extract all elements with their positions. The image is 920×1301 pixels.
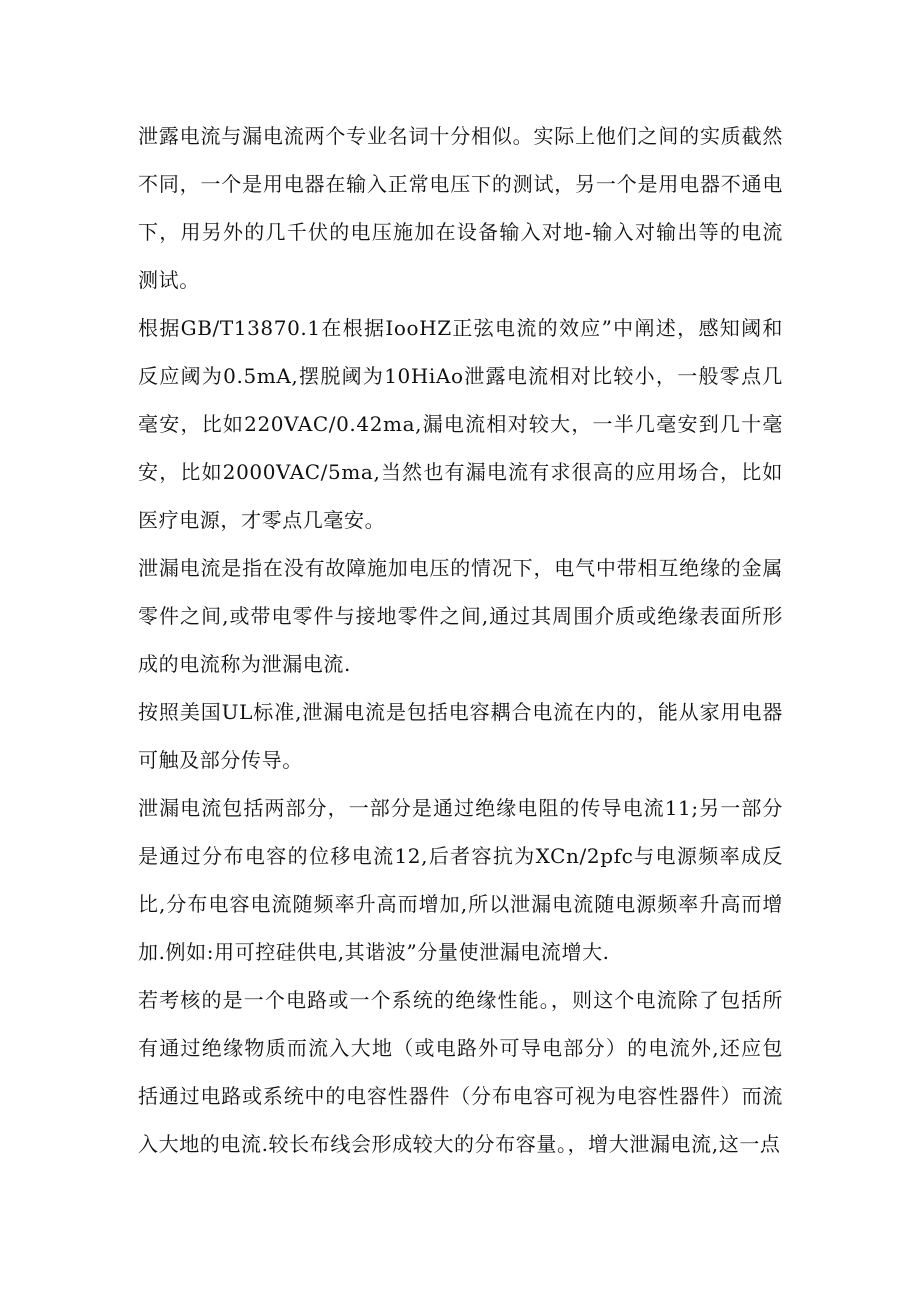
paragraph-2: 根据GB/T13870.1在根据IooHZ正弦电流的效应”中阐述，感知阈和反应阈为0.5mA,摆脱阈为10HiAo泄露电流相对比较小，一般零点几毫安，比如220VAC/0.42ma,漏电流相对较大，一半几毫安到几十毫安，比如2000VAC/5ma,当然也有漏电流有求很高的应用场合，比如医疗电源，才零点几毫安。 — [138, 316, 783, 532]
paragraph-3: 泄漏电流是指在没有故障施加电压的情况下，电气中带相互绝缘的金属零件之间,或带电零件与接地零件之间,通过其周围介质或绝缘表面所形成的电流称为泄漏电流. — [138, 556, 783, 676]
paragraph-6: 若考核的是一个电路或一个系统的绝缘性能。，则这个电流除了包括所有通过绝缘物质而流入大地（或电路外可导电部分）的电流外,还应包括通过电路或系统中的电容性器件（分布电容可视为电容性器件）而流入大地的电流.较长布线会形成较大的分布容量。，增大泄漏电流,这一点 — [138, 988, 783, 1156]
document-body — [138, 112, 783, 1168]
paragraph-1: 泄露电流与漏电流两个专业名词十分相似。实际上他们之间的实质截然不同，一个是用电器在输入正常电压下的测试，另一个是用电器不通电下，用另外的几千伏的电压施加在设备输入对地-输入对输出等的电流测试。 — [138, 124, 783, 292]
paragraph-5: 泄漏电流包括两部分，一部分是通过绝缘电阻的传导电流11;另一部分是通过分布电容的位移电流12,后者容抗为XCn/2pfc与电源频率成反比,分布电容电流随频率升高而增加,所以泄漏电流随电源频率升高而增加.例如:用可控硅供电,其谐波”分量使泄漏电流增大. — [138, 796, 783, 964]
paragraph-4: 按照美国UL标准,泄漏电流是包括电容耦合电流在内的，能从家用电器可触及部分传导。 — [138, 700, 783, 772]
